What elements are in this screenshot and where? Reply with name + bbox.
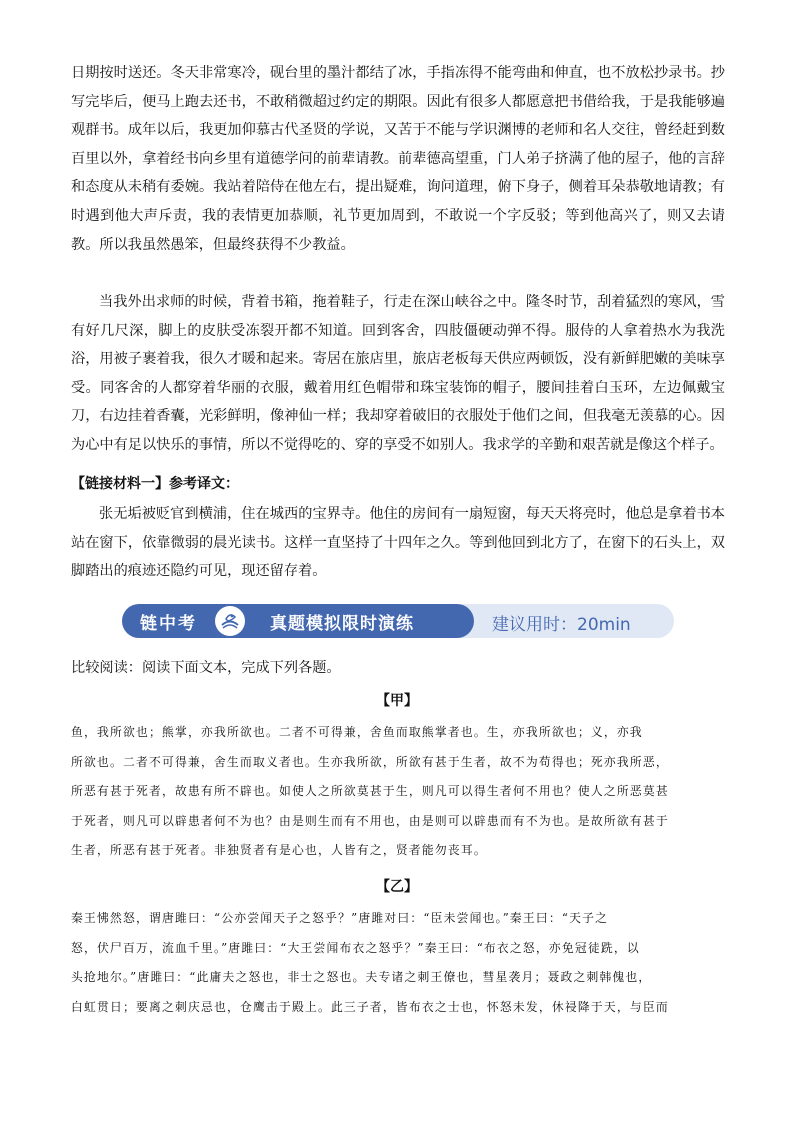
yi-line: 怒，伏尸百万，流血千里。”唐雎曰：“大王尝闻布衣之怒乎？”秦王曰：“布衣之怒，亦免冠徒跣，以 <box>71 940 640 955</box>
translation-paragraph-3 <box>71 500 725 586</box>
yi-title: 【乙】 <box>376 879 418 895</box>
banner-time-label: 建议用时：20min <box>492 615 631 635</box>
yi-line: 秦王怫然怒，谓唐雎曰：“公亦尝闻天子之怒乎？”唐雎对曰：“臣未尝闻也。”秦王曰：“天子之 <box>71 911 609 925</box>
yi-passage <box>71 904 719 1022</box>
link-material-label: 【链接材料一】参考译文： <box>71 476 239 492</box>
jia-line: 于死者，则凡可以辟患者何不为也？由是则生而有不用也，由是则可以辟患而有不为也。是故所欲有甚于 <box>71 813 669 828</box>
translation-paragraph-2 <box>71 288 725 460</box>
jia-passage <box>71 718 719 866</box>
jia-line: 所欲也。二者不可得兼，舍生而取义者也。生亦我所欲，所欲有甚于生者，故不为苟得也；死亦我所恶， <box>71 754 669 769</box>
exercise-instruction: 比较阅读：阅读下面文本，完成下列各题。 <box>71 660 341 676</box>
section-banner <box>122 604 674 638</box>
jia-line: 鱼，我所欲也；熊掌，亦我所欲也。二者不可得兼，舍鱼而取熊掌者也。生，亦我所欲也；义，亦我 <box>71 725 643 739</box>
banner-left-label: 链中考 <box>140 614 197 634</box>
jia-line: 所恶有甚于死者，故患有所不辟也。如使人之所欲莫甚于生，则凡可以得生者何不用也？使人之所恶莫甚 <box>71 784 669 799</box>
jia-title: 【甲】 <box>376 693 418 709</box>
book-logo-icon <box>214 605 246 637</box>
yi-line: 头抢地尔。”唐雎曰：“此庸夫之怒也，非士之怒也。夫专诸之刺王僚也，彗星袭月；聂政之刺韩傀也， <box>71 970 652 985</box>
translation-paragraph-3-text: 张无垢被贬官到横浦，住在城西的宝界寺。他住的房间有一扇短窗，每天天将亮时，他总是拿着书本站在窗下，依靠微弱的晨光读书。这样一直坚持了十四年之久。等到他回到北方了，在窗下的石头上，双脚踏出的痕迹还隐约可见，现还留存着。 <box>71 506 725 580</box>
jia-line: 生者，所恶有甚于死者。非独贤者有是心也，人皆有之，贤者能勿丧耳。 <box>71 843 487 858</box>
banner-middle-label: 真题模拟限时演练 <box>270 614 414 634</box>
yi-line: 白虹贯日；要离之刺庆忌也，仓鹰击于殿上。此三子者，皆布衣之士也，怀怒未发，休祲降于天，与臣而 <box>71 999 669 1014</box>
translation-paragraph-1: 日期按时送还。冬天非常寒冷，砚台里的墨汁都结了冰，手指冻得不能弯曲和伸直，也不放松抄录书。抄写完毕后，便马上跑去还书，不敢稍微超过约定的期限。因此有很多人都愿意把书借给我，于是我能够遍观群书。成年以后，我更加仰慕古代圣贤的学说，又苦于不能与学识渊博的老师和名人交往，曾经赶到数百里以外，拿着经书向乡里有道德学问的前辈请教。前辈德高望重，门人弟子挤满了他的屋子，他的言辞和态度从未稍有委婉。我站着陪侍在他左右，提出疑难，询问道理，俯下身子，侧着耳朵恭敬地请教；有时遇到他大声斥责，我的表情更加恭顺，礼节更加周到，不敢说一个字反驳；等到他高兴了，则又去请教。所以我虽然愚笨，但最终获得不少教益。 <box>71 65 725 253</box>
translation-paragraph-2-text: 当我外出求师的时候，背着书箱，拖着鞋子，行走在深山峡谷之中。隆冬时节，刮着猛烈的寒风，雪有好几尺深，脚上的皮肤受冻裂开都不知道。回到客舍，四肢僵硬动弹不得。服侍的人拿着热水为我洗浴，用被子裹着我，很久才暖和起来。寄居在旅店里，旅店老板每天供应两顿饭，没有新鲜肥嫩的美味享受。同客舍的人都穿着华丽的衣服，戴着用红色帽带和珠宝装饰的帽子，腰间挂着白玉环，左边佩戴宝刀，右边挂着香囊，光彩鲜明，像神仙一样；我却穿着破旧的衣服处于他们之间，但我毫无羡慕的心。因为心中有足以快乐的事情，所以不觉得吃的、穿的享受不如别人。我求学的辛勤和艰苦就是像这个样子。 <box>71 294 725 453</box>
